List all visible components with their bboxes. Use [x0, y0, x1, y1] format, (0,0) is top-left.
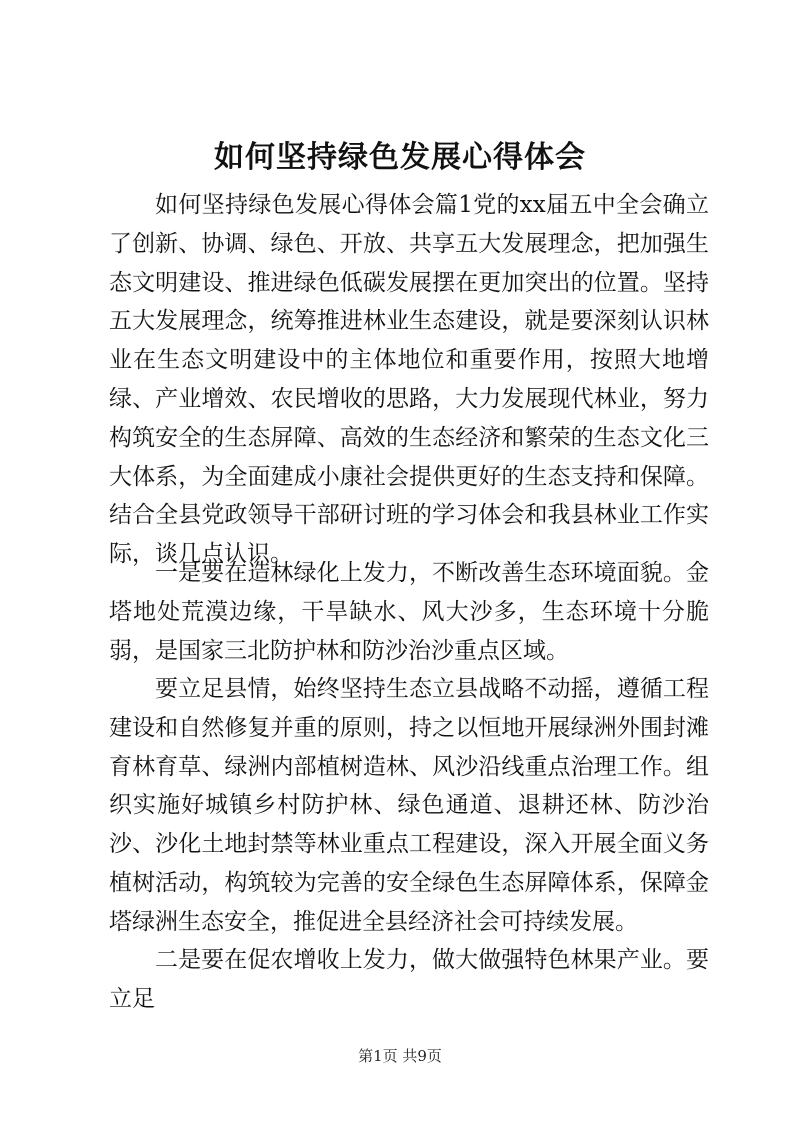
paragraph-text: 二是要在促农增收上发力，做大做强特色林果产业。要立足	[109, 947, 709, 1012]
paragraph-text: 要立足县情，始终坚持生态立县战略不动摇，遵循工程建设和自然修复并重的原则，持之以恒地开展绿洲外围封滩育林育草、绿洲内部植树造林、风沙沿线重点治理工作。组织实施好城镇乡村防护林、绿色通道、退耕还林、防沙治沙、沙化土地封禁等林业重点工程建设，深入开展全面义务植树活动，构筑较为完善的安全绿色生态屏障体系，保障金塔绿洲生态安全，推促进全县经济社会可持续发展。	[109, 676, 709, 935]
document-title: 如何坚持绿色发展心得体会	[214, 140, 586, 175]
paragraph-point-one	[109, 554, 709, 670]
paragraph-county-measures	[109, 670, 709, 942]
paragraph-text: 一是要在造林绿化上发力，不断改善生态环境面貌。金塔地处荒漠边缘，干旱缺水、风大沙多，生态环境十分脆弱，是国家三北防护林和防沙治沙重点区域。	[109, 560, 709, 664]
page-number-footer: 第1页 共9页	[358, 1047, 442, 1065]
paragraph-intro	[109, 186, 709, 574]
paragraph-text: 如何坚持绿色发展心得体会篇1党的xx届五中全会确立了创新、协调、绿色、开放、共享五大发展理念，把加强生态文明建设、推进绿色低碳发展摆在更加突出的位置。坚持五大发展理念，统筹推进林业生态建设，就是要深刻认识林业在生态文明建设中的主体地位和重要作用，按照大地增绿、产业增效、农民增收的思路，大力发展现代林业，努力构筑安全的生态屏障、高效的生态经济和繁荣的生态文化三大体系，为全面建成小康社会提供更好的生态支持和保障。结合全县党政领导干部研讨班的学习体会和我县林业工作实际，谈几点认识。	[109, 192, 709, 568]
paragraph-point-two	[109, 941, 709, 1019]
